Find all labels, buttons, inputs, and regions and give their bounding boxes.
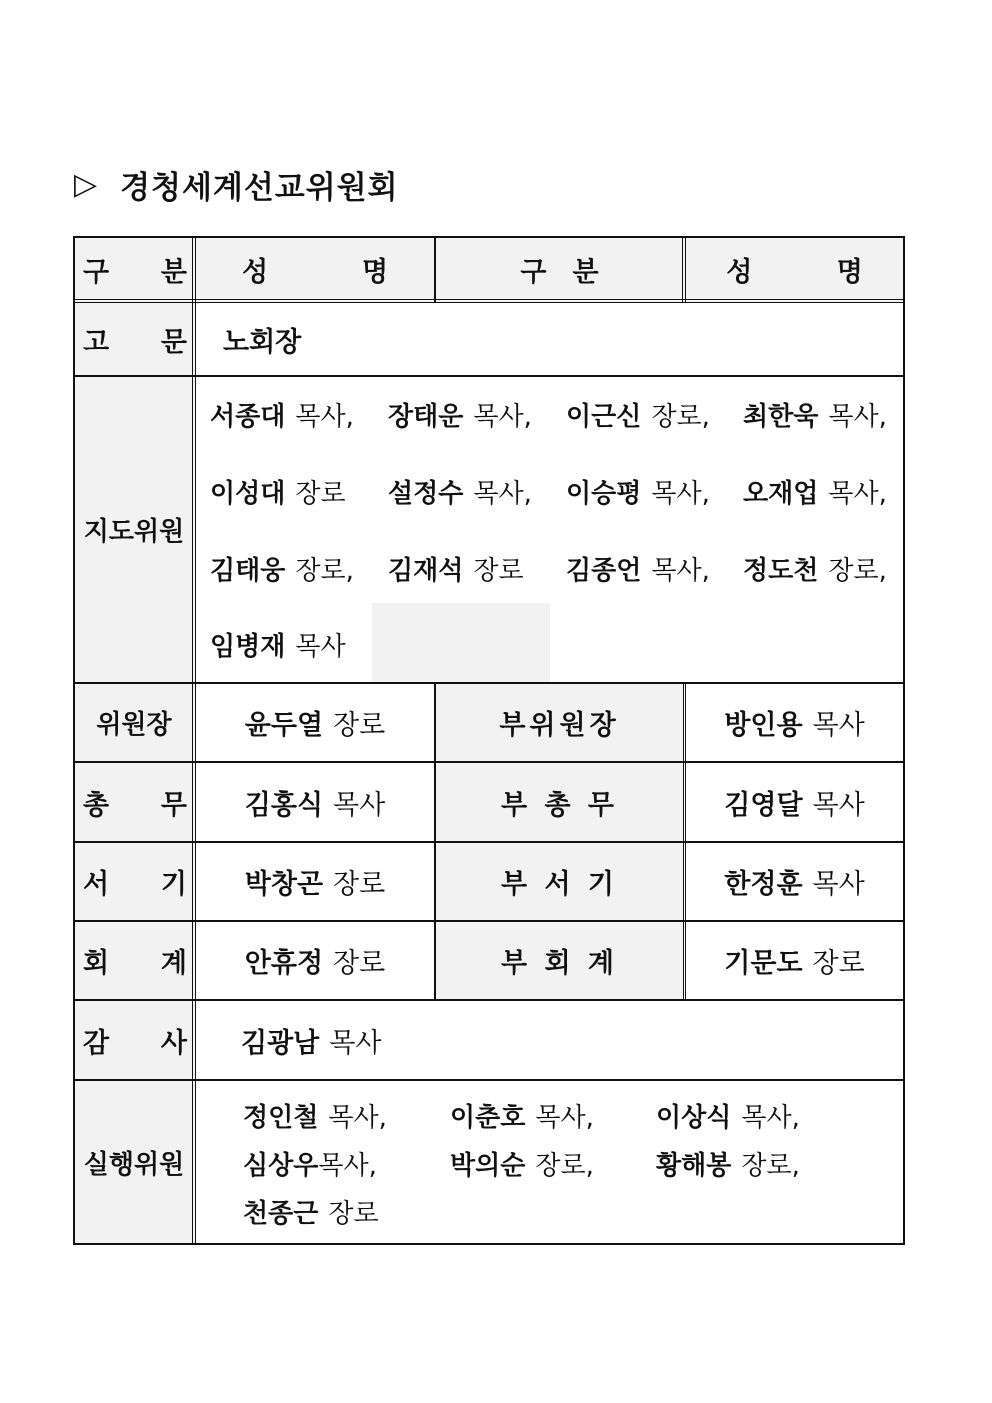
advisor-name: 노회장: [223, 326, 302, 358]
executive-member: [450, 1097, 594, 1134]
officer-name: 박창곤: [244, 869, 324, 900]
auditor-label: [73, 1000, 195, 1080]
label-text: 문: [160, 326, 187, 358]
highlight-box: [372, 603, 550, 683]
table-border: [434, 683, 436, 1000]
header-text: 구: [520, 256, 547, 288]
header-text: 분: [160, 256, 187, 288]
member-name: 최한욱: [743, 402, 819, 432]
guidance-member: [210, 550, 354, 587]
table-border: [73, 682, 905, 684]
role-label: [73, 842, 195, 921]
table-border: [434, 236, 436, 302]
member-name: 천종근: [243, 1199, 319, 1229]
label-text: 무: [160, 789, 187, 821]
member-name: 이성대: [210, 479, 286, 509]
member-title: 목사: [295, 632, 346, 662]
label-text: 계: [160, 948, 187, 979]
officer-title: 장로: [333, 948, 386, 979]
officer-title: 장로: [333, 710, 386, 741]
table-border: [195, 236, 196, 1245]
guidance-member: [743, 550, 887, 587]
auditor-value: [195, 1000, 905, 1080]
header-text: 분: [572, 256, 599, 288]
guidance-member: [743, 473, 887, 510]
member-name: 김종언: [566, 556, 642, 586]
officer-name: 기문도: [724, 948, 803, 979]
label-text: 기: [160, 869, 187, 900]
member-name: 이승평: [566, 479, 642, 509]
advisor-label: [73, 302, 195, 376]
vice-name-cell: [684, 762, 905, 842]
officer-name: 방인용: [724, 710, 803, 741]
member-name: 설정수: [388, 479, 464, 509]
triangle-marker-icon: ▷: [74, 167, 99, 202]
executive-member: [243, 1097, 387, 1134]
label-text: 회: [83, 948, 110, 979]
header-text: 구: [83, 256, 110, 288]
header-text: 성: [241, 256, 269, 288]
officer-name-cell: [195, 921, 435, 1000]
vice-name-cell: [684, 921, 905, 1000]
member-title: 장로,: [828, 556, 887, 586]
role-label: [73, 921, 195, 1000]
guidance-member: [566, 396, 710, 433]
table-border: [682, 236, 683, 302]
member-name: 이근신: [566, 402, 642, 432]
executive-member: [450, 1145, 594, 1182]
member-name: 김재석: [388, 556, 464, 586]
member-title: 목사,: [651, 479, 710, 509]
label-text: 부 서 기: [500, 869, 619, 900]
executive-member: [656, 1145, 800, 1182]
label-text: 감: [83, 1027, 110, 1059]
role-label: [73, 762, 195, 842]
member-name: 서종대: [210, 402, 286, 432]
table-border: [192, 236, 193, 1245]
guidance-member: [388, 550, 524, 587]
table-border: [685, 683, 686, 1000]
header-category-2: [435, 236, 684, 302]
label-text: 사: [160, 1027, 187, 1059]
header-category: [73, 236, 195, 302]
table-border: [73, 236, 905, 238]
officer-name: 김영달: [724, 789, 803, 821]
table-border: [73, 999, 905, 1001]
role-label: [73, 683, 195, 762]
member-title: 목사,: [535, 1103, 594, 1133]
officer-name: 안휴정: [244, 948, 324, 979]
advisor-value: [195, 302, 905, 376]
member-title: 목사,: [473, 402, 532, 432]
table-border: [73, 299, 905, 300]
member-name: 황해봉: [656, 1151, 732, 1181]
member-name: 임병재: [210, 632, 286, 662]
vice-role-label: [435, 683, 684, 762]
member-name: 정인철: [243, 1103, 319, 1133]
label-text: 위원장: [96, 710, 172, 740]
label-text: 부 회 계: [500, 948, 619, 979]
member-name: 심상우: [243, 1151, 319, 1181]
officer-name: 윤두열: [244, 710, 324, 741]
table-border: [73, 375, 905, 377]
executive-label: [73, 1080, 195, 1245]
label-text: 고: [83, 326, 110, 358]
officer-name: 김홍식: [244, 789, 324, 821]
vice-role-label: [435, 762, 684, 842]
member-title: 목사,: [328, 1103, 387, 1133]
member-title: 장로: [473, 556, 524, 586]
header-text: 성: [726, 256, 753, 288]
section-title: [74, 162, 399, 207]
member-name: 장태운: [388, 402, 464, 432]
member-title: 장로,: [535, 1151, 594, 1181]
header-name-2: [684, 236, 905, 302]
guidance-member: [210, 396, 354, 433]
table-border: [73, 1079, 905, 1081]
guidance-member: [388, 396, 532, 433]
member-name: 이춘호: [450, 1103, 526, 1133]
auditor-name: 김광남: [241, 1027, 320, 1059]
guidance-member: [566, 550, 710, 587]
member-title: 목사,: [741, 1103, 800, 1133]
member-name: 김태웅: [210, 556, 286, 586]
member-title: 장로: [328, 1199, 379, 1229]
officer-name-cell: [195, 762, 435, 842]
table-border: [685, 236, 686, 302]
vice-name-cell: [684, 842, 905, 921]
auditor-title: 목사: [329, 1027, 382, 1059]
officer-title: 목사: [812, 710, 865, 741]
table-border: [73, 302, 905, 303]
guidance-member: [210, 473, 346, 510]
executive-member: [243, 1193, 379, 1230]
member-name: 정도천: [743, 556, 819, 586]
header-text: 명: [361, 256, 389, 288]
member-title: 목사,: [828, 479, 887, 509]
officer-title: 목사: [333, 789, 386, 821]
member-title: 목사,: [318, 1151, 377, 1181]
member-title: 장로,: [651, 402, 710, 432]
member-name: 박의순: [450, 1151, 526, 1181]
officer-title: 장로: [333, 869, 386, 900]
officer-name-cell: [195, 683, 435, 762]
member-title: 목사,: [295, 402, 354, 432]
guidance-member: [743, 396, 887, 433]
guidance-label: [73, 376, 195, 683]
officer-name: 한정훈: [724, 869, 803, 900]
label-text: 서: [83, 869, 110, 900]
label-text: 부 총 무: [500, 789, 619, 821]
label-text: 총: [83, 789, 110, 821]
guidance-member: [388, 473, 532, 510]
header-name: [195, 236, 435, 302]
table-border: [683, 683, 684, 1000]
member-title: 장로: [295, 479, 346, 509]
member-name: 오재업: [743, 479, 819, 509]
table-border: [73, 1243, 905, 1245]
member-title: 목사,: [473, 479, 532, 509]
member-title: 장로,: [741, 1151, 800, 1181]
label-text: 실행위원: [83, 1150, 185, 1180]
vice-role-label: [435, 842, 684, 921]
officer-title: 목사: [812, 789, 865, 821]
executive-member: [243, 1145, 377, 1182]
member-title: 목사,: [651, 556, 710, 586]
label-text: 부위원장: [499, 710, 620, 741]
table-border: [73, 236, 75, 1245]
table-border: [73, 761, 905, 763]
table-border: [903, 236, 905, 1245]
member-title: 장로,: [295, 556, 354, 586]
vice-role-label: [435, 921, 684, 1000]
header-text: 명: [836, 256, 863, 288]
officer-title: 장로: [812, 948, 865, 979]
label-text: 지도위원: [83, 517, 185, 547]
member-title: 목사,: [828, 402, 887, 432]
guidance-member: [210, 626, 346, 663]
table-border: [73, 920, 905, 922]
guidance-member: [566, 473, 710, 510]
officer-title: 목사: [812, 869, 865, 900]
officer-name-cell: [195, 842, 435, 921]
vice-name-cell: [684, 683, 905, 762]
executive-member: [656, 1097, 800, 1134]
table-border: [73, 841, 905, 843]
member-name: 이상식: [656, 1103, 732, 1133]
committee-title: 경청세계선교위원회: [120, 170, 399, 206]
